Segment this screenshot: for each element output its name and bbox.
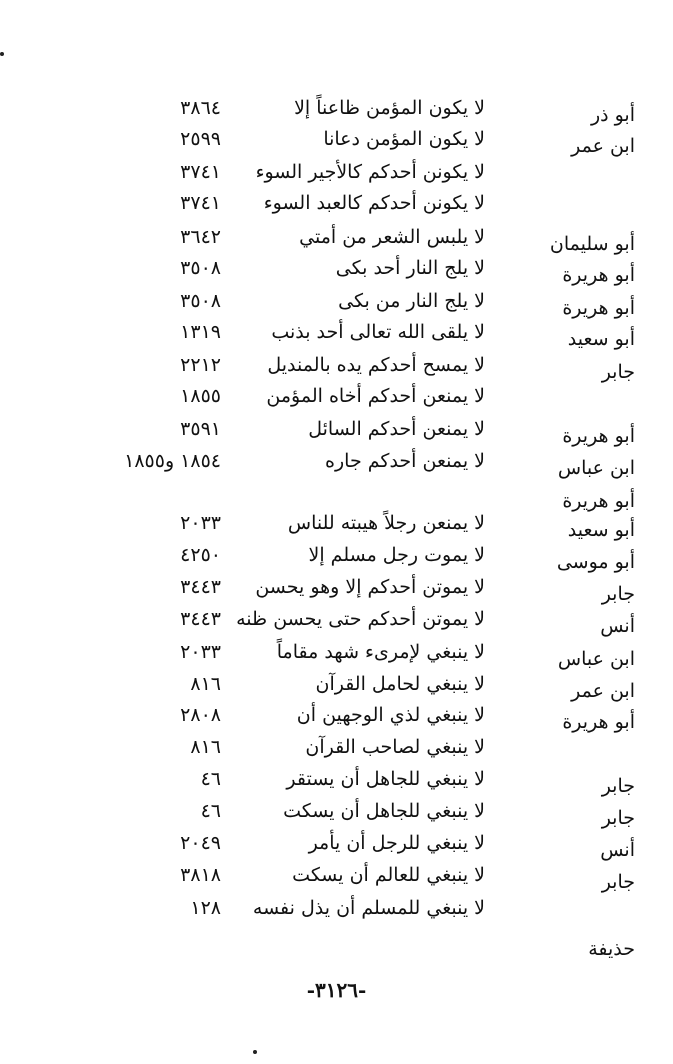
reference-number: ٣٤٤٣ bbox=[180, 576, 221, 598]
list-item bbox=[0, 700, 673, 733]
reference-number: ٢٥٩٩ bbox=[180, 128, 221, 150]
list-item bbox=[0, 93, 673, 126]
hadith-text: لا ينبغي لذي الوجهين أن bbox=[296, 704, 485, 726]
list-item bbox=[0, 893, 673, 923]
reference-number: ٢٢١٢ bbox=[180, 354, 221, 376]
reference-number: ٣٤٤٣ bbox=[180, 608, 221, 630]
narrator-name: أبو سعيد bbox=[567, 328, 635, 350]
reference-number: ١٨٥٥ bbox=[180, 385, 221, 407]
hadith-text: لا يموتن أحدكم إلا وهو يحسن bbox=[255, 576, 485, 598]
list-item bbox=[0, 222, 673, 255]
list-item bbox=[0, 732, 673, 762]
reference-number: ٣٥٠٨ bbox=[180, 257, 221, 279]
hadith-text: لا يمنعن أحدكم جاره bbox=[325, 450, 485, 472]
hadith-text: لا ينبغي للمسلم أن يذل نفسه bbox=[252, 897, 485, 919]
hadith-text: لا يلبس الشعر من أمتي bbox=[299, 226, 485, 248]
list-item bbox=[0, 381, 673, 411]
narrator-name: أبو هريرة bbox=[562, 297, 635, 319]
narrator-name: أبو هريرة bbox=[562, 425, 635, 447]
hadith-text: لا يمسح أحدكم يده بالمنديل bbox=[267, 354, 485, 376]
list-item bbox=[0, 764, 673, 797]
reference-number: ٣٧٤١ bbox=[180, 161, 221, 183]
list-item bbox=[0, 157, 673, 187]
list-item bbox=[0, 188, 673, 218]
narrator-name: أبو موسى bbox=[556, 551, 635, 573]
hadith-text: لا يكون المؤمن دعانا bbox=[323, 128, 485, 150]
list-item bbox=[0, 669, 673, 702]
reference-number: ٢٠٣٣ bbox=[180, 512, 221, 534]
hadith-text: لا يكون المؤمن ظاعناً إلا bbox=[294, 97, 485, 119]
hadith-text: لا ينبغي لصاحب القرآن bbox=[305, 736, 485, 758]
reference-number: ١٢٨ bbox=[190, 897, 221, 919]
hadith-text: لا يكونن أحدكم كالأجير السوء bbox=[255, 161, 485, 183]
hadith-text: لا يموتن أحدكم حتى يحسن ظنه bbox=[236, 608, 485, 630]
list-item bbox=[0, 286, 673, 319]
list-item bbox=[0, 253, 673, 286]
list-item bbox=[0, 572, 673, 605]
list-item bbox=[0, 637, 673, 670]
list-item bbox=[0, 796, 673, 829]
scan-mark bbox=[253, 1050, 257, 1054]
narrator-name bbox=[505, 900, 635, 930]
hadith-text: لا ينبغي للعالم أن يسكت bbox=[292, 864, 485, 886]
reference-number: ٣٨٦٤ bbox=[180, 97, 221, 119]
narrator-name: ابن عمر bbox=[571, 135, 635, 157]
narrator-name: أبو سليمان bbox=[549, 233, 635, 255]
reference-number: ١٣١٩ bbox=[180, 321, 221, 343]
hadith-text: لا ينبغي للرجل أن يأمر bbox=[308, 832, 485, 854]
narrator-name: جابر bbox=[601, 583, 635, 605]
reference-number: ٢٨٠٨ bbox=[180, 704, 221, 726]
narrator-extra: حذيفة bbox=[588, 938, 635, 960]
list-item bbox=[0, 446, 673, 479]
list-item bbox=[0, 317, 673, 350]
list-item bbox=[0, 350, 673, 383]
reference-number: ٤٦ bbox=[200, 768, 221, 790]
reference-number: ٣٧٤١ bbox=[180, 192, 221, 214]
hadith-text: لا يلج النار من بكى bbox=[338, 290, 485, 312]
narrator-name: أنس bbox=[600, 615, 635, 637]
narrator-name: أبو سعيد bbox=[567, 519, 635, 541]
reference-number: ٣٦٤٢ bbox=[180, 226, 221, 248]
hadith-text: لا يمنعن أحدكم السائل bbox=[308, 418, 485, 440]
reference-number: ٣٥٠٨ bbox=[180, 290, 221, 312]
hadith-text: لا ينبغي لإمرىء شهد مقاماً bbox=[276, 641, 485, 663]
narrator-name: ابن عمر bbox=[571, 680, 635, 702]
list-item bbox=[0, 540, 673, 573]
list-item bbox=[0, 828, 673, 861]
list-item bbox=[0, 604, 673, 637]
list-item bbox=[0, 414, 673, 447]
reference-number: ٣٥٩١ bbox=[180, 418, 221, 440]
narrator-name: أبو ذر bbox=[590, 104, 635, 126]
hadith-text: لا يكونن أحدكم كالعبد السوء bbox=[263, 192, 485, 214]
hadith-text: لا يلج النار أحد بكى bbox=[335, 257, 485, 279]
hadith-text: لا ينبغي للجاهل أن يستقر bbox=[286, 768, 485, 790]
narrator-name: أبو هريرة bbox=[562, 711, 635, 733]
hadith-text: لا يلقى الله تعالى أحد بذنب bbox=[271, 321, 485, 343]
hadith-text: لا يمنعن رجلاً هيبته للناس bbox=[287, 512, 485, 534]
reference-number: ٨١٦ bbox=[190, 736, 221, 758]
list-item bbox=[0, 860, 673, 893]
narrator-name: أبو هريرة bbox=[562, 264, 635, 286]
reference-number: ٤٦ bbox=[200, 800, 221, 822]
reference-number: ٢٠٤٩ bbox=[180, 832, 221, 854]
hadith-text: لا يموت رجل مسلم إلا bbox=[308, 544, 485, 566]
narrator-extra: أبو هريرة bbox=[562, 490, 635, 512]
narrator-name: ابن عباس bbox=[557, 648, 635, 670]
narrator-name: ابن عباس bbox=[557, 457, 635, 479]
list-item bbox=[0, 124, 673, 157]
reference-number: ٢٠٣٣ bbox=[180, 641, 221, 663]
reference-number: ٨١٦ bbox=[190, 673, 221, 695]
scan-mark bbox=[0, 52, 4, 56]
narrator-name: جابر bbox=[601, 775, 635, 797]
page-number: -٣١٢٦- bbox=[306, 978, 367, 1002]
narrator-name: أنس bbox=[600, 839, 635, 861]
reference-number: ١٨٥٤ و١٨٥٥ bbox=[124, 450, 221, 472]
reference-number: ٣٨١٨ bbox=[180, 864, 221, 886]
hadith-text: لا ينبغي للجاهل أن يسكت bbox=[283, 800, 485, 822]
hadith-text: لا يمنعن أحدكم أخاه المؤمن bbox=[266, 385, 485, 407]
narrator-name: جابر bbox=[601, 871, 635, 893]
narrator-name bbox=[505, 195, 635, 225]
narrator-name: جابر bbox=[601, 807, 635, 829]
hadith-text: لا ينبغي لحامل القرآن bbox=[315, 673, 485, 695]
narrator-name: جابر bbox=[601, 361, 635, 383]
reference-number: ٤٢٥٠ bbox=[180, 544, 221, 566]
